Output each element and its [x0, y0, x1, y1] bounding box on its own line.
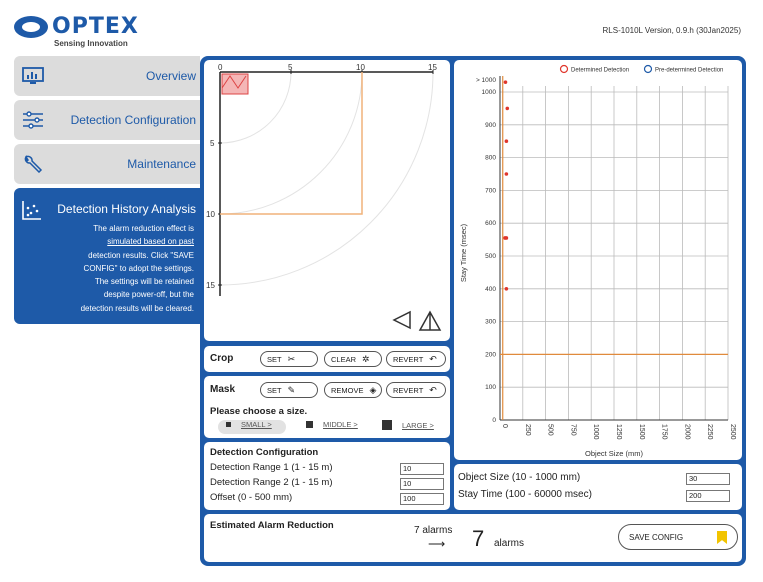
- data-point: [505, 107, 509, 111]
- data-point: [505, 287, 509, 291]
- button-label: CLEAR: [331, 354, 357, 364]
- detection-range-2-label: Detection Range 2 (1 - 15 m): [210, 477, 333, 488]
- x-tick-label: 2500: [729, 424, 736, 440]
- mask-size-middle-option[interactable]: [306, 420, 358, 429]
- alarm-reduction-title: Estimated Alarm Reduction: [210, 520, 334, 531]
- alarm-reduction-panel: [204, 514, 742, 562]
- button-label: REMOVE: [331, 385, 364, 395]
- map-x-tick: 5: [288, 63, 293, 72]
- scissors-icon: ✂: [287, 353, 296, 364]
- description-line: detection results. Click "SAVE: [88, 250, 194, 260]
- description-line: CONFIG" to adopt the settings.: [83, 263, 194, 273]
- detection-config-title: Detection Configuration: [210, 447, 319, 458]
- detection-range-1-label: Detection Range 1 (1 - 15 m): [210, 462, 333, 473]
- x-tick-label: 500: [546, 424, 554, 436]
- offset-label: Offset (0 - 500 mm): [210, 492, 293, 503]
- x-tick-label: 2000: [683, 424, 691, 440]
- crop-revert-button[interactable]: [386, 351, 446, 367]
- crop-clear-button[interactable]: [324, 351, 382, 367]
- x-tick-label: 2250: [706, 424, 714, 440]
- revert-icon: ↶: [429, 353, 437, 364]
- mask-label: Mask: [210, 384, 236, 395]
- sidebar-description: [34, 222, 194, 315]
- large-square-icon: [382, 420, 392, 430]
- description-line: despite power-off, but the: [103, 290, 194, 300]
- x-tick-label: 1000: [592, 424, 600, 440]
- y-overflow-label: > 1000: [475, 77, 496, 84]
- description-line: detection results will be cleared.: [80, 303, 194, 313]
- offset-input[interactable]: 100: [400, 493, 444, 505]
- rotate-left-icon[interactable]: [394, 312, 410, 328]
- mask-size-large-option[interactable]: [382, 420, 434, 430]
- map-x-tick: 15: [428, 63, 437, 72]
- map-y-tick: 5: [210, 139, 215, 148]
- y-tick-label: 600: [485, 220, 496, 228]
- object-size-label: Object Size (10 - 1000 mm): [458, 472, 581, 483]
- stay-time-label: Stay Time (100 - 60000 msec): [458, 489, 592, 500]
- size-label: SMALL >: [241, 420, 272, 429]
- detection-config-panel: [204, 442, 450, 510]
- sidebar-item-label: Detection Configuration: [70, 113, 196, 127]
- x-axis-label: Object Size (mm): [585, 449, 643, 458]
- y-tick-label: 500: [485, 253, 496, 260]
- scatter-icon: [22, 200, 42, 220]
- sliders-icon: [22, 111, 44, 129]
- map-y-tick: 15: [206, 281, 215, 290]
- size-label: LARGE >: [402, 420, 434, 430]
- version-label: RLS-1010L Version, 0.9.h (30Jan2025): [602, 26, 741, 35]
- mask-remove-button[interactable]: [324, 382, 382, 398]
- bookmark-icon: [717, 531, 727, 544]
- monitor-chart-icon: [22, 67, 44, 85]
- crop-label: Crop: [210, 353, 234, 364]
- map-x-tick: 0: [218, 63, 223, 72]
- x-tick-label: 1250: [615, 424, 622, 440]
- x-tick-label: 1500: [637, 424, 645, 440]
- optex-logo: [14, 14, 154, 50]
- sidebar-item-label: Overview: [145, 69, 196, 83]
- stay-time-scatter-chart[interactable]: [454, 60, 742, 460]
- mask-set-button[interactable]: [260, 382, 318, 398]
- legend-determined-label: Determined Detection: [571, 67, 630, 74]
- alarms-after-count: 7: [472, 526, 485, 551]
- mask-size-prompt: Please choose a size.: [210, 406, 308, 417]
- sidebar-item-detection-configuration[interactable]: [14, 100, 200, 140]
- arrow-right-icon: ⟶: [428, 537, 446, 551]
- data-point: [505, 236, 509, 240]
- size-label: MIDDLE >: [323, 420, 358, 429]
- x-tick-label: 250: [523, 424, 531, 436]
- stay-time-input[interactable]: 200: [686, 490, 730, 502]
- logo-tagline: Sensing Innovation: [54, 39, 128, 48]
- sidebar-item-maintenance[interactable]: [14, 144, 200, 184]
- y-tick-label: 200: [485, 351, 496, 359]
- crop-set-button[interactable]: [260, 351, 318, 367]
- button-label: SAVE CONFIG: [629, 532, 684, 542]
- legend-predetermined-marker: [645, 66, 652, 73]
- button-label: SET: [267, 354, 282, 364]
- y-tick-label: 0: [492, 417, 496, 424]
- map-x-tick: 10: [356, 63, 365, 72]
- button-label: REVERT: [393, 354, 424, 364]
- description-line: simulated based on past: [107, 237, 194, 247]
- scatter-config-panel: [454, 464, 742, 510]
- mask-size-small-option[interactable]: [226, 420, 272, 429]
- sidebar-item-label: Detection History Analysis: [57, 202, 196, 216]
- object-size-input[interactable]: 30: [686, 473, 730, 485]
- pencil-icon: ✎: [287, 384, 296, 395]
- crop-panel: [204, 346, 450, 372]
- legend-predetermined-label: Pre-determined Detection: [655, 67, 724, 74]
- map-y-tick: 10: [206, 210, 215, 219]
- wrench-icon: [22, 155, 44, 173]
- clear-icon: ✲: [362, 353, 370, 364]
- area-map-panel: [204, 60, 450, 341]
- data-point: [504, 80, 508, 84]
- y-tick-label: 800: [485, 154, 496, 162]
- y-tick-label: 1000: [481, 89, 496, 96]
- y-tick-label: 400: [485, 285, 496, 293]
- small-square-icon: [226, 422, 231, 427]
- detection-area-marker: [222, 74, 248, 94]
- y-axis-label: Stay Time (msec): [459, 223, 468, 283]
- alarms-before: 7 alarms: [414, 525, 453, 536]
- revert-icon: ↶: [429, 384, 437, 395]
- sidebar-item-overview[interactable]: [14, 56, 200, 96]
- button-label: REVERT: [393, 385, 424, 395]
- logo-mark-icon: [14, 16, 48, 38]
- detection-range-1-input[interactable]: 10: [400, 463, 444, 475]
- description-line: The alarm reduction effect is: [93, 224, 194, 233]
- mask-revert-button[interactable]: [386, 382, 446, 398]
- data-point: [505, 139, 509, 143]
- flip-icon[interactable]: [420, 312, 440, 330]
- sidebar-item-detection-history-analysis[interactable]: [14, 188, 200, 324]
- middle-square-icon: [306, 421, 313, 428]
- y-tick-label: 100: [485, 384, 496, 392]
- description-line: The settings will be retained: [94, 277, 194, 287]
- x-tick-label: 750: [569, 424, 577, 436]
- x-tick-label: 1750: [660, 424, 668, 440]
- logo-text: OPTEX: [52, 14, 139, 39]
- y-tick-label: 700: [485, 187, 496, 195]
- y-tick-label: 900: [485, 121, 496, 129]
- save-config-button[interactable]: [618, 524, 738, 550]
- legend-determined-marker: [561, 66, 568, 73]
- scatter-chart-panel: [454, 60, 742, 460]
- sidebar-item-label: Maintenance: [127, 157, 196, 171]
- button-label: SET: [267, 385, 282, 395]
- alarms-after-unit: alarms: [494, 538, 525, 549]
- data-point: [505, 172, 509, 176]
- detection-range-2-input[interactable]: 10: [400, 478, 444, 490]
- eraser-icon: ◈: [369, 384, 377, 395]
- area-map[interactable]: [204, 60, 450, 341]
- x-tick-label: 0: [501, 424, 508, 428]
- y-tick-label: 300: [485, 318, 496, 326]
